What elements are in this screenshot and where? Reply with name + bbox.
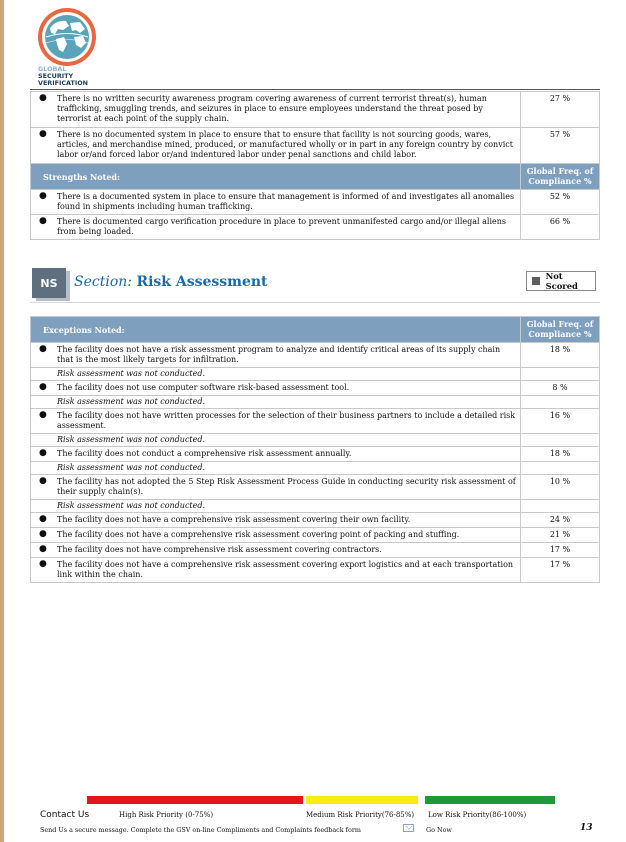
finding-text: There is no documented system in place to ensure that to ensure that facility is not sourcing goods, wares, articles, and merchandise mined, produced, or manufactured wholly or in part in any foreign country by convict labor or/and forced labor or/and indentured labor under penal sanctions and child labor. [57, 130, 513, 159]
strength-cell [31, 215, 521, 240]
exception-cell [31, 343, 521, 368]
note-text: Risk assessment was not conducted. [57, 369, 206, 378]
page-edge [0, 0, 4, 842]
exception-cell [31, 528, 521, 543]
note-text: Risk assessment was not conducted. [57, 501, 206, 510]
section-badge: NS [32, 268, 66, 298]
table-row [31, 190, 600, 215]
status-square-icon [532, 277, 540, 285]
table-row [31, 528, 600, 543]
note-row [31, 500, 600, 513]
exception-text: The facility does not have a comprehensive risk assessment covering export logistics and at each transportation link within the chain. [57, 560, 514, 579]
bullet-icon: ● [39, 514, 47, 524]
bullet-icon: ● [39, 410, 47, 420]
freq-cell: 17 % [521, 558, 600, 583]
bullet-icon: ● [39, 448, 47, 458]
note-row [31, 462, 600, 475]
note-cell [31, 396, 521, 409]
table-row [31, 343, 600, 368]
freq-cell-empty [521, 396, 600, 409]
freq-cell: 16 % [521, 409, 600, 434]
medium-risk-bar [306, 796, 418, 804]
note-row [31, 434, 600, 447]
exception-text: The facility has not adopted the 5 Step Risk Assessment Process Guide in conducting security risk assessment of their supply chain(s). [57, 477, 516, 496]
freq-cell: 52 % [521, 190, 600, 215]
contact-us-link[interactable]: Contact Us [40, 810, 90, 820]
finding-text: There is no written security awareness program covering awareness of current terrorist threat(s), human trafficking, smuggling trends, and seizures in place to ensure employees understand the threat posed by terrorist at each point of the supply chain. [57, 94, 487, 123]
status-badge [526, 271, 596, 291]
note-cell [31, 500, 521, 513]
gsv-globe-logo [36, 6, 98, 68]
bullet-icon: ● [39, 476, 47, 486]
note-text: Risk assessment was not conducted. [57, 435, 206, 444]
bullet-icon: ● [39, 93, 47, 103]
finding-cell [31, 92, 521, 128]
exception-cell [31, 447, 521, 462]
freq-cell-empty [521, 368, 600, 381]
exception-cell [31, 381, 521, 396]
exception-text: The facility does not have comprehensive risk assessment covering contractors. [57, 545, 382, 554]
freq-cell: 27 % [521, 92, 600, 128]
bullet-icon: ● [39, 544, 47, 554]
freq-heading: Global Freq. of Compliance % [521, 164, 600, 190]
note-text: Risk assessment was not conducted. [57, 397, 206, 406]
go-now-link[interactable]: Go Now [426, 826, 452, 834]
table-row [31, 128, 600, 164]
freq-cell: 18 % [521, 447, 600, 462]
freq-cell-empty [521, 462, 600, 475]
logo-text [38, 66, 88, 87]
table-row [31, 409, 600, 434]
exception-cell [31, 475, 521, 500]
high-risk-bar [87, 796, 303, 804]
bullet-icon: ● [39, 382, 47, 392]
table-row [31, 92, 600, 128]
exception-cell [31, 558, 521, 583]
exception-text: The facility does not have a comprehensive risk assessment covering point of packing and stuffing. [57, 530, 460, 539]
logo-line-global: GLOBAL [38, 65, 67, 73]
bullet-icon: ● [39, 344, 47, 354]
table-row [31, 513, 600, 528]
exception-text: The facility does not have a risk assessment program to analyze and identify critical areas of its supply chain that is the most likely targets for infiltration. [57, 345, 501, 364]
exception-text: The facility does not conduct a comprehensive risk assessment annually. [57, 449, 352, 458]
table-row [31, 543, 600, 558]
strengths-heading: Strengths Noted: [31, 164, 521, 190]
feedback-message: Send Us a secure message. Complete the GSV on-line Compliments and Complaints feedback form [40, 826, 361, 834]
table-row [31, 558, 600, 583]
low-risk-bar [425, 796, 555, 804]
strength-cell [31, 190, 521, 215]
bullet-icon: ● [39, 559, 47, 569]
freq-cell: 18 % [521, 343, 600, 368]
low-risk-label: Low Risk Priority(86-100%) [428, 811, 527, 819]
freq-cell-empty [521, 434, 600, 447]
strengths-header-row [31, 164, 600, 190]
logo-line-verification: VERIFICATION [38, 79, 89, 87]
freq-cell: 57 % [521, 128, 600, 164]
table-row [31, 215, 600, 240]
exception-text: The facility does not have a comprehensive risk assessment covering their own facility. [57, 515, 411, 524]
section-name: Risk Assessment [136, 274, 268, 290]
exception-cell [31, 513, 521, 528]
freq-cell: 21 % [521, 528, 600, 543]
logo-line-security: SECURITY [38, 72, 74, 80]
exception-text: The facility does not have written processes for the selection of their business partners to include a detailed risk assessment. [57, 411, 516, 430]
bullet-icon: ● [39, 129, 47, 139]
page-number: 13 [580, 823, 593, 833]
freq-cell-empty [521, 500, 600, 513]
bullet-icon: ● [39, 191, 47, 201]
freq-cell: 17 % [521, 543, 600, 558]
freq-cell: 8 % [521, 381, 600, 396]
exceptions-header-row [31, 317, 600, 343]
bullet-icon: ● [39, 216, 47, 226]
previous-section-table [30, 91, 600, 240]
bullet-icon: ● [39, 529, 47, 539]
freq-heading: Global Freq. of Compliance % [521, 317, 600, 343]
exception-cell [31, 543, 521, 558]
section-label: Section: [74, 274, 132, 290]
header-rule [30, 89, 600, 90]
freq-cell: 66 % [521, 215, 600, 240]
note-cell [31, 434, 521, 447]
note-text: Risk assessment was not conducted. [57, 463, 206, 472]
note-cell [31, 368, 521, 381]
strength-text: There is documented cargo verification procedure in place to prevent unmanifested cargo and/or illegal aliens from being loaded. [57, 217, 507, 236]
freq-cell: 24 % [521, 513, 600, 528]
status-text: Not Scored [545, 271, 578, 291]
table-row [31, 381, 600, 396]
mail-icon[interactable] [403, 824, 414, 832]
table-row [31, 475, 600, 500]
finding-cell [31, 128, 521, 164]
note-cell [31, 462, 521, 475]
exceptions-table [30, 316, 600, 583]
high-risk-label: High Risk Priority (0-75%) [119, 811, 214, 819]
section-rule [30, 302, 600, 303]
note-row [31, 368, 600, 381]
freq-cell: 10 % [521, 475, 600, 500]
exception-cell [31, 409, 521, 434]
medium-risk-label: Medium Risk Priority(76-85%) [306, 811, 415, 819]
strength-text: There is a documented system in place to ensure that management is informed of and investigates all anomalies found in shipments including human trafficking. [57, 192, 515, 211]
section-title [74, 274, 268, 290]
exceptions-heading: Exceptions Noted: [31, 317, 521, 343]
exception-text: The facility does not use computer software risk-based assessment tool. [57, 383, 350, 392]
table-row [31, 447, 600, 462]
note-row [31, 396, 600, 409]
